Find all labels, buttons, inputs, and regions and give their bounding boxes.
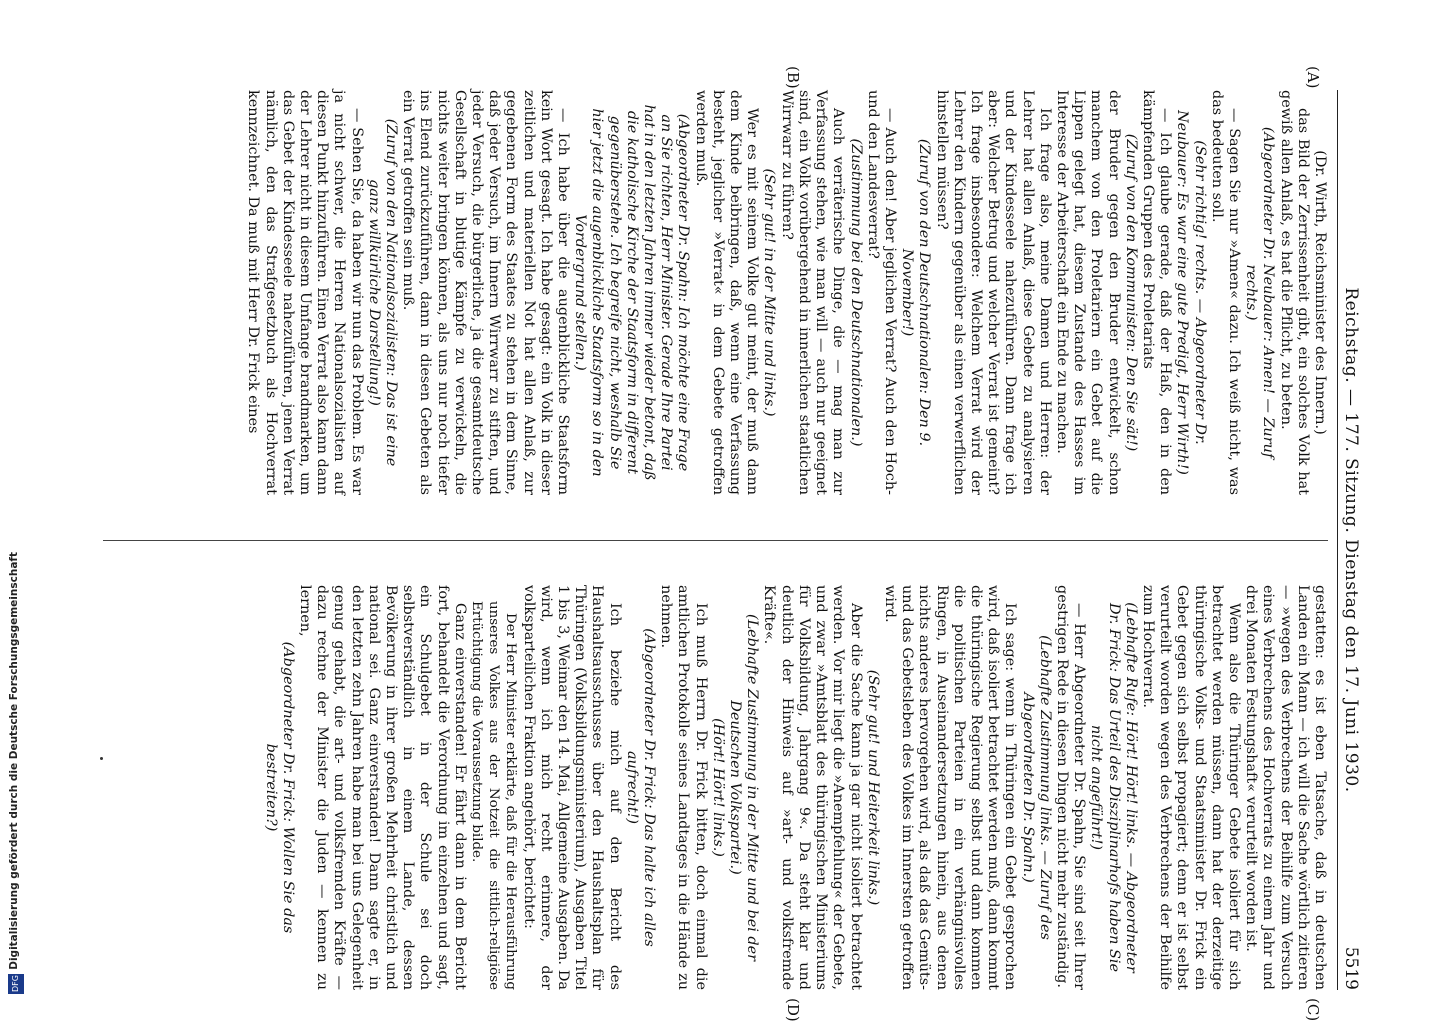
margin-marker-d: (D): [784, 998, 802, 1022]
interjection: (Sehr gut! und Heiterkeit links.): [864, 669, 881, 906]
paragraph: — Herr Abgeordneter Dr. Spahn, Sie sind seit Ihrer gestrigen Rede in diesen Dingen nicht mehr zuständig.: [1053, 585, 1088, 990]
digitization-credit: Digitalisierung gefördert durch die Deutsche Forschungsgemeinschaft: [8, 552, 20, 970]
interjection: (Zuruf von den Nationalsozialisten: Das ist eine ganz willkürliche Darstellung!): [365, 118, 400, 467]
paragraph: — Ich glaube gerade, daß der Haß, den in den kämpfenden Gruppen des Proletariats: [1139, 90, 1174, 495]
paragraph: Ich frage also, meine Damen und Herren: der Lehrer hat allen Anlaß, diese Gebete zu analysieren und der Kindesseele nahezuführen. Dann frage ich aber: Welcher Betrug und welcher Verrat ist gemeint? Ich frage insbesondere: Welchem Verrat wird der Lehrer den Kindern gegenüber als einen verwerflichen hinstellen müssen?: [933, 90, 1053, 495]
interjection: (Lebhafte Zustimmung links. — Zuruf des Abgeordneten Dr. Spahn.): [1019, 635, 1053, 940]
margin-marker-a: (A): [1304, 66, 1322, 89]
paragraph: Ich sage: wenn in Thüringen ein Gebet gesprochen wird, daß isoliert betrachtet werden muß, dann kommt die thüringische Regierung selbst und dann kommen die politischen Parteien in ein verhängnisvolles Ringen, in Auseinandersetzungen hinein, aus denen nichts anderes hervorgehen wird, als daß das Gemüts- und das Gebetsleben des Volkes im Innersten getroffen wird.: [881, 585, 1019, 990]
digitization-footer: [8, 4, 26, 994]
interjection: (Sehr gut! in der Mitte und links.): [761, 168, 778, 417]
margin-marker-c: (C): [1304, 998, 1322, 1022]
interjection: (Abgeordneter Dr. Frick: Das halte ich alles aufrecht!): [623, 628, 658, 947]
paragraph: Wer es mit seinem Volke gut meint, der muß dann dem Kinde beibringen, daß, wenn eine Verfassung besteht, jeglicher »Verrat« in dem Gebete getroffen werden muß.: [692, 90, 761, 495]
column-divider: [103, 540, 1328, 541]
speaker-line: (Dr. Wirth, Reichsminister des Innern.): [1312, 150, 1328, 435]
interjection: (Zuruf von den Deutschnationalen: Den 9. November!): [899, 138, 933, 447]
left-column: [244, 90, 1328, 495]
paragraph: Ich beziehe mich auf den Bericht des Haushaltsausschusses über den Haushaltsplan für Thüringen (Volksbildungsministerium), Ausgaben Titel 1 bis 3, Weimar den 14. Mai, Allgemeine Ausgaben. Da wird, wenn ich mich recht erinnere, der volksparteilichen Fraktion angehört, berichtet:: [520, 585, 623, 990]
interjection: (Zustimmung bei den Deutschnationalen.): [847, 138, 864, 447]
interjection: (Zuruf von den Kommunisten: Den Sie sät!): [1122, 133, 1139, 452]
interjection: (Lebhafte Rufe: Hört! Hört! links. — Abgeordneter Dr. Frick: Das Urteil des Disziplinarhofs haben Sie nicht angeführt!): [1088, 602, 1139, 973]
page-number: 5519: [1341, 946, 1361, 990]
interjection: (Lebhafte Zustimmung in der Mitte und bei der Deutschen Volkspartei.): [727, 613, 761, 962]
paragraph: gestatten: es ist eben Tatsache, daß in deutschen Landen ein Mann — ich will die Sache wörtlich zitieren — »wegen des Verbrechens der Beihilfe zum Versuch eines Verbrechens des Hochverrats zu einem Jahr und drei Monaten Festungshaft« verurteilt worden ist.: [1243, 585, 1328, 990]
rotated-page: [92, 66, 1362, 1022]
scan-speck: [100, 757, 103, 760]
interjection: (Abgeordneter Dr. Spahn: Ich möchte eine Frage an Sie richten, Herr Minister. Gerade Ihre Partei hat in den letzten Jahren immer wieder betont, daß die katholische Kirche der Staatsform in different gegenüberstehe. Ich begreife nicht, weshalb Sie hier jetzt die augenblickliche Staatsform so in den Vordergrund stellen.): [572, 104, 692, 481]
margin-marker-b: (B): [784, 66, 802, 89]
paragraph: der Bruder gegen den Bruder entwickelt, schon manchem von den Proletariern ein Gebet auf die Lippen gelegt hat, diesem Zustande des Hasses im Interesse der Arbeiterschaft ein Ende zu machen.: [1053, 90, 1122, 495]
interjection: (Abgeordneter Dr. Neubauer: Amen! — Zuruf rechts.): [1243, 126, 1277, 459]
paragraph: — Auch den! Aber jeglichen Verrat? Auch den Hoch- und den Landesverrat?: [864, 90, 898, 495]
paragraph: — Sagen Sie nur »Amen« dazu. Ich weiß nicht, was das bedeuten soll.: [1208, 90, 1242, 495]
paragraph: — Sehen Sie, da haben wir nun das Problem. Es war ja nicht schwer, die Herren Nationalsozialisten auf diesen Punkt hinzuführen. Einen Verrat also kann dann der Lehrer nicht in diesem Umfange brandmarken, um das Gebet der Kindesseele nahezuführen, jenen Verrat nämlich, den das Strafgesetzbuch als Hochverrat kennzeichnet. Da muß mit Herr Dr. Frick eines: [245, 90, 365, 495]
page-title: Reichstag. — 177. Sitzung. Dienstag den 17. Juni 1930.: [1341, 287, 1361, 793]
dfg-logo-icon: DFG: [8, 974, 24, 994]
interjection: (Sehr richtig! rechts. — Abgeordneter Dr. Neubauer: Es war eine gute Predigt, Herr Wirth!): [1174, 110, 1208, 475]
page-header: [1337, 90, 1362, 990]
paragraph: Wenn also die Thüringer Gebete isoliert für sich betrachtet werden müssen, dann hat der derzeitige thüringische Volks- und Staatsminister Dr. Frick ein Gebet gegen sich selbst propagiert; denn er ist selbst verurteilt worden wegen des Verbrechens der Beihilfe zum Hochverrat.: [1139, 585, 1242, 990]
interjection: (Hört! Hört! links.): [709, 718, 726, 857]
paragraph: Auch verräterische Dinge, die — mag man zur Verfassung stehen, wie man will — auch nur geeignet sind, ein Volk vorübergehend in innerlichen staatlichen Wirrwarr zu führen?: [778, 90, 847, 495]
paragraph: Ganz einverstanden! Er fährt dann in dem Bericht fort, behandelt die Verordnung im einzelnen und sagt, ein Schulgebet in der Schule sei doch selbstverständlich in einem Lande, dessen Bevölkerung in ihrer großen Mehrheit christlich und national sei. Ganz einverstanden! Dann sagte er, in den letzten zehn Jahren habe man bei uns Gelegenheit genug gehabt, die art- und volksfremden Kräfte — dazu rechne der Minister die Juden — kennen zu lernen,: [297, 585, 468, 990]
right-column: [261, 585, 1328, 990]
paragraph: — Ich habe über die augenblickliche Staatsform kein Wort gesagt. Ich habe gesagt: ein Volk in dieser zeitlichen und materiellen Not hat allen Anlaß, zur gegebenen Form des Staates zu stehen in dem Sinne, daß jeder Versuch, im Innern Wirrwarr zu stiften, und jeder Versuch, die bürgerliche, ja die gesamtdeutsche Gesellschaft in blutige Kämpfe zu verwickeln, die nichts weiter bringen können, als uns nur noch tiefer ins Elend zurückzuführen, dann in diesen Gebeten als ein Verrat getroffen sein muß.: [400, 90, 572, 495]
block-quote: Der Herr Minister erklärte, daß für die Herausführung unseres Volkes aus der Notzeit die sittlich-religiöse Ertüchtigung die Voraussetzung bilde.: [469, 601, 519, 990]
paragraph: Aber die Sache kann ja gar nicht isoliert betrachtet werden. Vor mir liegt die »Anempfehlung« der Gebete, und zwar »Amtsblatt des thüringischen Ministeriums für Volksbildung, Jahrgang 9«. Da steht klar und deutlich der Hinweis auf »art- und volksfremde Kräfte«.: [761, 585, 864, 990]
paragraph: Ich muß Herrn Dr. Frick bitten, doch einmal die amtlichen Protokolle seines Landtages in die Hände zu nehmen.: [658, 585, 709, 990]
interjection: (Abgeordneter Dr. Frick: Wollen Sie das bestreiten?): [262, 641, 296, 934]
paragraph: das Bild der Zerrissenheit gibt, ein solches Volk hat gewiß allen Anlaß, es hat die Pflicht, zu beten.: [1277, 90, 1311, 495]
